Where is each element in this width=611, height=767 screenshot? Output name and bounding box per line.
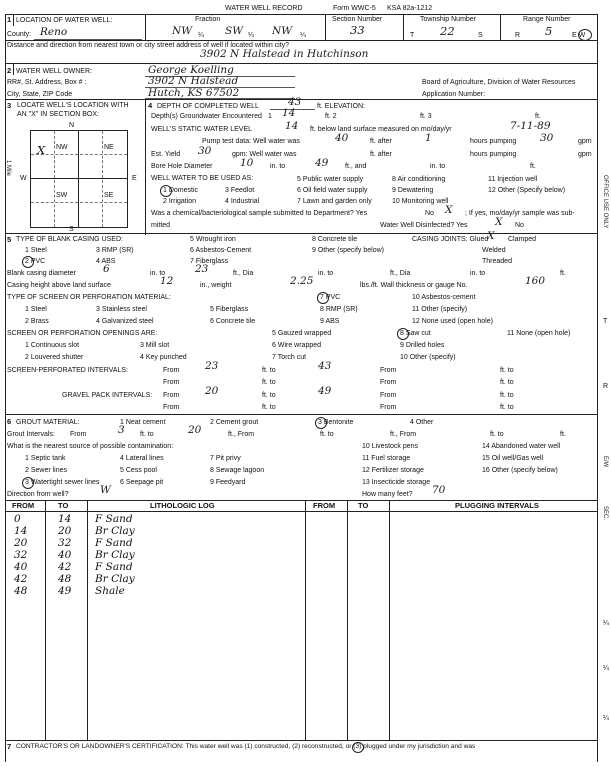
township-number-label: Township Number bbox=[420, 16, 477, 23]
log-from-cell: 40 bbox=[14, 561, 28, 573]
screen-brass: 2 Brass bbox=[25, 318, 49, 325]
log-to-cell: 49 bbox=[58, 585, 72, 597]
use-dewatering: 9 Dewatering bbox=[392, 187, 434, 194]
use-air: 8 Air conditioning bbox=[392, 176, 446, 183]
use-label: WELL WATER TO BE USED AS: bbox=[151, 175, 254, 182]
depth-value: 43 bbox=[288, 96, 302, 108]
chem-label: Was a chemical/bacteriological sample submitted to Department? Yes bbox=[151, 210, 368, 217]
perf-from-1: From bbox=[163, 367, 180, 374]
screen-none: 12 None used (open hole) bbox=[412, 318, 493, 325]
grout-neat: 1 Neat cement bbox=[120, 419, 166, 426]
open-wire: 6 Wire wrapped bbox=[272, 342, 322, 349]
elevation-label: ft. ELEVATION: bbox=[317, 103, 365, 110]
contam-sewer: 2 Sewer lines bbox=[25, 467, 68, 474]
log-to-cell: 42 bbox=[58, 561, 72, 573]
log-from-cell: 32 bbox=[14, 549, 28, 561]
cert-constructed-circle bbox=[352, 742, 364, 753]
casing-concrete: 8 Concrete tile bbox=[312, 236, 358, 243]
yield-after-label: ft. after bbox=[370, 151, 392, 158]
grout-ft-from: ft., From bbox=[228, 431, 255, 438]
gravel-from-value: 20 bbox=[205, 385, 219, 397]
township-value: 22 bbox=[440, 24, 455, 38]
section-number-label: Section Number bbox=[332, 16, 383, 23]
range-number-label: Range Number bbox=[523, 16, 571, 23]
log-lith-header: LITHOLOGIC LOG bbox=[150, 501, 215, 510]
casing-welded: Welded bbox=[482, 247, 506, 254]
owner-value: George Koelling bbox=[148, 64, 234, 76]
city-value: Hutch, KS 67502 bbox=[148, 87, 240, 99]
static-level-label: WELL'S STATIC WATER LEVEL bbox=[151, 126, 253, 133]
disinfected-x: X bbox=[495, 216, 503, 228]
section-3-number: 3 bbox=[7, 101, 12, 110]
open-louvered: 2 Louvered shutter bbox=[25, 354, 84, 361]
log-desc-cell: F Sand bbox=[95, 561, 133, 573]
perf-ft-to-1: ft. to bbox=[262, 367, 276, 374]
height-value: 12 bbox=[160, 275, 174, 287]
range-r: R bbox=[515, 32, 521, 39]
log-desc-cell: F Sand bbox=[95, 537, 133, 549]
feet-label: How many feet? bbox=[362, 491, 413, 498]
contam-oilgas: 15 Oil well/Gas well bbox=[482, 455, 544, 462]
compass-s: S bbox=[69, 226, 74, 233]
chem-no-x: X bbox=[445, 204, 453, 216]
gravel-from-3: From bbox=[163, 404, 180, 411]
screen-stainless: 3 Stainless steel bbox=[96, 306, 147, 313]
log-to-cell: 32 bbox=[58, 537, 72, 549]
grout-cement: 2 Cement grout bbox=[210, 419, 259, 426]
open-sawcut: 8 Saw cut bbox=[400, 330, 431, 337]
log-from-cell: 42 bbox=[14, 573, 28, 585]
grout-from-value: 3 bbox=[118, 424, 125, 436]
height-weight-label: in., weight bbox=[200, 282, 232, 289]
office-t: T bbox=[603, 318, 608, 325]
casing-pvc: 2 PVC bbox=[25, 258, 46, 265]
grout-label: GROUT MATERIAL: bbox=[16, 419, 80, 426]
grout-ft-to: ft. to bbox=[140, 431, 154, 438]
weight-value: 2.25 bbox=[290, 275, 314, 287]
gw-1-label: 1 bbox=[268, 113, 272, 120]
use-feedlot: 3 Feedlot bbox=[225, 187, 255, 194]
gravel-ft-to-4: ft. to bbox=[500, 404, 514, 411]
gravel-from-4: From bbox=[380, 404, 397, 411]
compass-w: W bbox=[20, 175, 27, 182]
perf-from-2: From bbox=[380, 367, 397, 374]
casing-joints-x: X bbox=[487, 230, 495, 242]
gravel-ft-to-3: ft. to bbox=[262, 404, 276, 411]
screen-abs: 9 ABS bbox=[320, 318, 340, 325]
gravel-ft-to-2: ft. to bbox=[500, 392, 514, 399]
static-level-tail: ft. below land surface measured on mo/day/yr bbox=[310, 126, 452, 133]
screen-pvc-circle bbox=[317, 292, 329, 304]
grout-to-value: 20 bbox=[188, 424, 202, 436]
quarter-3: ¼ bbox=[300, 32, 306, 39]
grout-from: From bbox=[70, 431, 87, 438]
mile-label: 1 Mile bbox=[5, 160, 11, 177]
log-to-header: TO bbox=[58, 501, 69, 510]
log-to-cell: 48 bbox=[58, 573, 72, 585]
office-q3: ¼ bbox=[603, 715, 609, 722]
contam-fuel: 11 Fuel storage bbox=[362, 455, 411, 462]
grout-ft-to-3: ft. to bbox=[490, 431, 504, 438]
section-7-number: 7 bbox=[7, 742, 12, 751]
log-from-header: FROM bbox=[12, 501, 35, 510]
pump-test-label: Pump test data: Well water was bbox=[202, 138, 300, 145]
gravel-ft-to-1: ft. to bbox=[262, 392, 276, 399]
open-key: 4 Key punched bbox=[140, 354, 187, 361]
open-continuous: 1 Continuous slot bbox=[25, 342, 80, 349]
contam-insecticide: 13 Insecticide storage bbox=[362, 479, 431, 486]
grout-other: 4 Other bbox=[410, 419, 434, 426]
gw-3-label: ft. 3 bbox=[420, 113, 432, 120]
township-s: S bbox=[478, 32, 483, 39]
ksa-number: KSA 82a-1212 bbox=[387, 5, 433, 12]
contam-pit: 7 Pit privy bbox=[210, 455, 241, 462]
feet-value: 70 bbox=[432, 484, 446, 496]
contam-other: 16 Other (specify below) bbox=[482, 467, 558, 474]
fraction-1-value: NW bbox=[172, 25, 192, 37]
direction-value: W bbox=[100, 484, 111, 496]
contam-feedyard: 9 Feedyard bbox=[210, 479, 246, 486]
township-t: T bbox=[410, 32, 415, 39]
yield-gpm-label: gpm bbox=[578, 151, 592, 158]
contam-watertight-circle bbox=[22, 477, 34, 489]
contam-watertight: 3 Watertight sewer lines bbox=[25, 479, 100, 486]
grout-ft-to-2: ft. to bbox=[320, 431, 334, 438]
screen-rmp: 8 RMP (SR) bbox=[320, 306, 358, 313]
perf-from-3: From bbox=[163, 379, 180, 386]
diameter-in-to-3: in. to bbox=[470, 270, 486, 277]
casing-other: 9 Other (specify below) bbox=[312, 247, 384, 254]
screen-pvc: 7 PVC bbox=[320, 294, 341, 301]
board-label: Board of Agriculture, Division of Water Resources bbox=[422, 79, 576, 86]
yield-hours-label: hours pumping bbox=[470, 151, 517, 158]
pump-gpm-label: gpm bbox=[578, 138, 592, 145]
pump-hours-label: hours pumping bbox=[470, 138, 517, 145]
office-sec: SEC. bbox=[602, 506, 608, 521]
section-number-value: 33 bbox=[350, 23, 365, 37]
office-use-label: OFFICE USE ONLY bbox=[602, 175, 608, 229]
diameter-ft-dia: ft., Dia bbox=[233, 270, 254, 277]
section-5-number: 5 bbox=[7, 235, 12, 244]
screen-steel: 1 Steel bbox=[25, 306, 47, 313]
casing-asbestos: 6 Asbestos-Cement bbox=[190, 247, 252, 254]
section-2-number: 2 bbox=[7, 66, 12, 75]
diameter-value: 6 bbox=[103, 263, 110, 275]
direction-label: Direction from well? bbox=[7, 491, 69, 498]
application-label: Application Number: bbox=[422, 91, 486, 98]
open-torch: 7 Torch cut bbox=[272, 354, 307, 361]
chem-tail: ; If yes, mo/day/yr sample was sub- bbox=[465, 210, 575, 217]
office-r: R bbox=[603, 383, 609, 390]
contam-lateral: 4 Lateral lines bbox=[120, 455, 164, 462]
log-from-cell: 20 bbox=[14, 537, 28, 549]
bore-to-value: 49 bbox=[315, 157, 329, 169]
gravel-from-2: From bbox=[380, 392, 397, 399]
locate-label-2: AN "X" IN SECTION BOX: bbox=[17, 111, 99, 118]
diameter-in-to: in. to bbox=[150, 270, 166, 277]
casing-fiberglass: 7 Fiberglass bbox=[190, 258, 229, 265]
wall-label: lbs./ft. Wall thickness or gauge No. bbox=[360, 282, 468, 289]
quadrant-nw: NW bbox=[56, 144, 68, 151]
bore-label: Bore Hole Diameter bbox=[151, 163, 213, 170]
use-lawn: 7 Lawn and garden only bbox=[297, 198, 372, 205]
bore-in-to-2: in. to bbox=[430, 163, 446, 170]
disinfected-no: No bbox=[515, 222, 524, 229]
log-desc-cell: Br Clay bbox=[95, 573, 135, 585]
location-label: LOCATION OF WATER WELL: bbox=[16, 17, 113, 24]
fraction-2-value: SW bbox=[225, 25, 243, 37]
static-date-value: 7-11-89 bbox=[510, 120, 551, 132]
perf-label: SCREEN-PERFORATED INTERVALS: bbox=[7, 367, 128, 374]
quadrant-sw: SW bbox=[56, 192, 68, 199]
fraction-3-value: NW bbox=[272, 25, 292, 37]
open-mill: 3 Mill slot bbox=[140, 342, 170, 349]
use-domestic-circle bbox=[160, 185, 172, 197]
depth-label: DEPTH OF COMPLETED WELL bbox=[157, 103, 259, 110]
wall-value: 160 bbox=[525, 275, 546, 287]
log-desc-cell: Br Clay bbox=[95, 549, 135, 561]
log-to2-header: TO bbox=[358, 501, 369, 510]
pump-after-label: ft. after bbox=[370, 138, 392, 145]
pump-hours-value: 1 bbox=[425, 132, 432, 144]
perf-from-value: 23 bbox=[205, 360, 219, 372]
grout-bentonite-circle bbox=[315, 417, 327, 429]
bore-value: 10 bbox=[240, 157, 254, 169]
perf-from-4: From bbox=[380, 379, 397, 386]
open-sawcut-circle bbox=[397, 328, 409, 340]
diameter-ft: ft. bbox=[560, 270, 566, 277]
chem-mitted: mitted bbox=[151, 222, 171, 229]
use-injection: 11 Injection well bbox=[488, 176, 538, 183]
office-q2: ¼ bbox=[603, 665, 609, 672]
yield-value: 30 bbox=[198, 145, 212, 157]
address-label: RR#, St. Address, Box # : bbox=[7, 79, 87, 86]
section-6-number: 6 bbox=[7, 417, 12, 426]
cert-line-1: CONTRACTOR'S OR LANDOWNER'S CERTIFICATION: This water well was (1) constructed, (2) reconstructed, or (3) plugged under my jurisdiction and was bbox=[16, 743, 476, 750]
range-ew: E W bbox=[572, 32, 586, 39]
gravel-from-1: From bbox=[163, 392, 180, 399]
diameter-in-to-2: in. to bbox=[318, 270, 334, 277]
use-monitoring: 10 Monitoring well bbox=[392, 198, 449, 205]
log-from-cell: 0 bbox=[14, 513, 21, 525]
use-domestic: 1 Domestic bbox=[163, 187, 199, 194]
perf-ft-to-4: ft. to bbox=[500, 379, 514, 386]
log-from-cell: 14 bbox=[14, 525, 28, 537]
perf-to-value: 43 bbox=[318, 360, 332, 372]
casing-rmp: 3 RMP (SR) bbox=[96, 247, 134, 254]
county-value: Reno bbox=[40, 26, 68, 38]
gravel-label: GRAVEL PACK INTERVALS: bbox=[62, 392, 153, 399]
contam-seepage: 6 Seepage pit bbox=[120, 479, 164, 486]
static-level-value: 14 bbox=[285, 120, 299, 132]
use-other: 12 Other (Specify below) bbox=[488, 187, 566, 194]
log-from2-header: FROM bbox=[313, 501, 336, 510]
use-public: 5 Public water supply bbox=[297, 176, 364, 183]
contam-septic: 1 Septic tank bbox=[25, 455, 66, 462]
quadrant-se: SE bbox=[104, 192, 114, 199]
use-oil: 6 Oil field water supply bbox=[297, 187, 368, 194]
use-industrial: 4 Industrial bbox=[225, 198, 260, 205]
casing-joints-label: CASING JOINTS: Glued bbox=[412, 236, 489, 243]
quadrant-ne: NE bbox=[104, 144, 114, 151]
distance-label: Distance and direction from nearest town or city street address of well if located within city? bbox=[7, 42, 290, 49]
groundwater-label: Depth(s) Groundwater Encountered bbox=[151, 113, 262, 120]
range-value: 5 bbox=[545, 24, 553, 38]
log-desc-cell: Shale bbox=[95, 585, 125, 597]
section-4-number: 4 bbox=[148, 101, 153, 110]
contam-label: What is the nearest source of possible contamination: bbox=[7, 443, 174, 450]
screen-fiberglass: 5 Fiberglass bbox=[210, 306, 249, 313]
contam-fertilizer: 12 Fertilizer storage bbox=[362, 467, 424, 474]
address-value: 3902 N Halstead bbox=[148, 75, 239, 87]
gw-1-value: 14 bbox=[282, 107, 296, 119]
log-to-cell: 14 bbox=[58, 513, 72, 525]
owner-label: WATER WELL OWNER: bbox=[16, 68, 92, 75]
casing-wrought: 5 Wrought iron bbox=[190, 236, 236, 243]
casing-label: TYPE OF BLANK CASING USED: bbox=[16, 236, 123, 243]
casing-pvc-circle bbox=[22, 256, 34, 268]
grout-ft: ft. bbox=[560, 431, 566, 438]
open-gauzed: 5 Gauzed wrapped bbox=[272, 330, 332, 337]
disinfected-label: Water Well Disinfected? Yes bbox=[380, 222, 468, 229]
open-drilled: 9 Drilled holes bbox=[400, 342, 445, 349]
quarter-2: ¼ bbox=[248, 32, 254, 39]
contam-livestock: 10 Livestock pens bbox=[362, 443, 419, 450]
fraction-label: Fraction bbox=[195, 16, 221, 23]
contam-abandoned: 14 Abandoned water well bbox=[482, 443, 561, 450]
yield-label: Est. Yield bbox=[151, 151, 181, 158]
perf-ft-to-2: ft. to bbox=[500, 367, 514, 374]
bore-in-to: in. to bbox=[270, 163, 286, 170]
log-plug-header: PLUGGING INTERVALS bbox=[455, 501, 539, 510]
height-label: Casing height above land surface bbox=[7, 282, 111, 289]
compass-n: N bbox=[69, 122, 75, 129]
contam-cess: 5 Cess pool bbox=[120, 467, 157, 474]
locate-label-1: LOCATE WELL'S LOCATION WITH bbox=[17, 102, 129, 109]
pump-gpm-value: 30 bbox=[540, 132, 554, 144]
screen-other: 11 Other (specify) bbox=[412, 306, 468, 313]
chem-no: No bbox=[425, 210, 434, 217]
open-other: 10 Other (specify) bbox=[400, 354, 456, 361]
yield-ww-label: gpm: Well water was bbox=[232, 151, 297, 158]
grout-ft-from-2: ft., From bbox=[390, 431, 417, 438]
county-label: County: bbox=[7, 31, 32, 38]
screen-concrete: 6 Concrete tile bbox=[210, 318, 256, 325]
grout-bentonite: 3 Bentonite bbox=[318, 419, 354, 426]
contam-lagoon: 8 Sewage lagoon bbox=[210, 467, 265, 474]
casing-abs: 4 ABS bbox=[96, 258, 116, 265]
log-to-cell: 40 bbox=[58, 549, 72, 561]
gw-ft: ft. bbox=[535, 113, 541, 120]
compass-e: E bbox=[132, 175, 137, 182]
location-x-mark: X bbox=[37, 143, 46, 157]
diameter-ft-dia-2: ft., Dia bbox=[390, 270, 411, 277]
gw-2-label: ft. 2 bbox=[325, 113, 337, 120]
gravel-to-value: 49 bbox=[318, 385, 332, 397]
casing-threaded: Threaded bbox=[482, 258, 512, 265]
screen-label: TYPE OF SCREEN OR PERFORATION MATERIAL: bbox=[7, 294, 171, 301]
use-irrigation: 2 Irrigation bbox=[163, 198, 197, 205]
casing-clamped: Clamped bbox=[508, 236, 537, 243]
office-ew: E/W bbox=[602, 456, 608, 468]
office-q1: ¼ bbox=[603, 620, 609, 627]
section-1-number: 1 bbox=[7, 15, 12, 24]
form-title: WATER WELL RECORD bbox=[225, 5, 303, 12]
diameter-to-value: 23 bbox=[195, 263, 209, 275]
pump-level-value: 40 bbox=[335, 132, 349, 144]
casing-steel: 1 Steel bbox=[25, 247, 47, 254]
bore-ft: ft. bbox=[530, 163, 536, 170]
openings-label: SCREEN OR PERFORATION OPENINGS ARE: bbox=[7, 330, 158, 337]
log-to-cell: 20 bbox=[58, 525, 72, 537]
screen-galvanized: 4 Galvanized steel bbox=[96, 318, 154, 325]
form-number: Form WWC-5 bbox=[333, 5, 376, 12]
perf-ft-to-3: ft. to bbox=[262, 379, 276, 386]
quarter-1: ¼ bbox=[198, 32, 204, 39]
diameter-label: Blank casing diameter bbox=[7, 270, 76, 277]
city-label: City, State, ZIP Code bbox=[7, 91, 73, 98]
log-desc-cell: F Sand bbox=[95, 513, 133, 525]
screen-asbestos: 10 Asbestos-cement bbox=[412, 294, 476, 301]
grout-int-label: Grout Intervals: bbox=[7, 431, 55, 438]
log-desc-cell: Br Clay bbox=[95, 525, 135, 537]
distance-value: 3902 N Halstead in Hutchinson bbox=[200, 48, 369, 60]
open-none: 11 None (open hole) bbox=[507, 330, 571, 337]
bore-ft-and: ft., and bbox=[345, 163, 367, 170]
log-from-cell: 48 bbox=[14, 585, 28, 597]
